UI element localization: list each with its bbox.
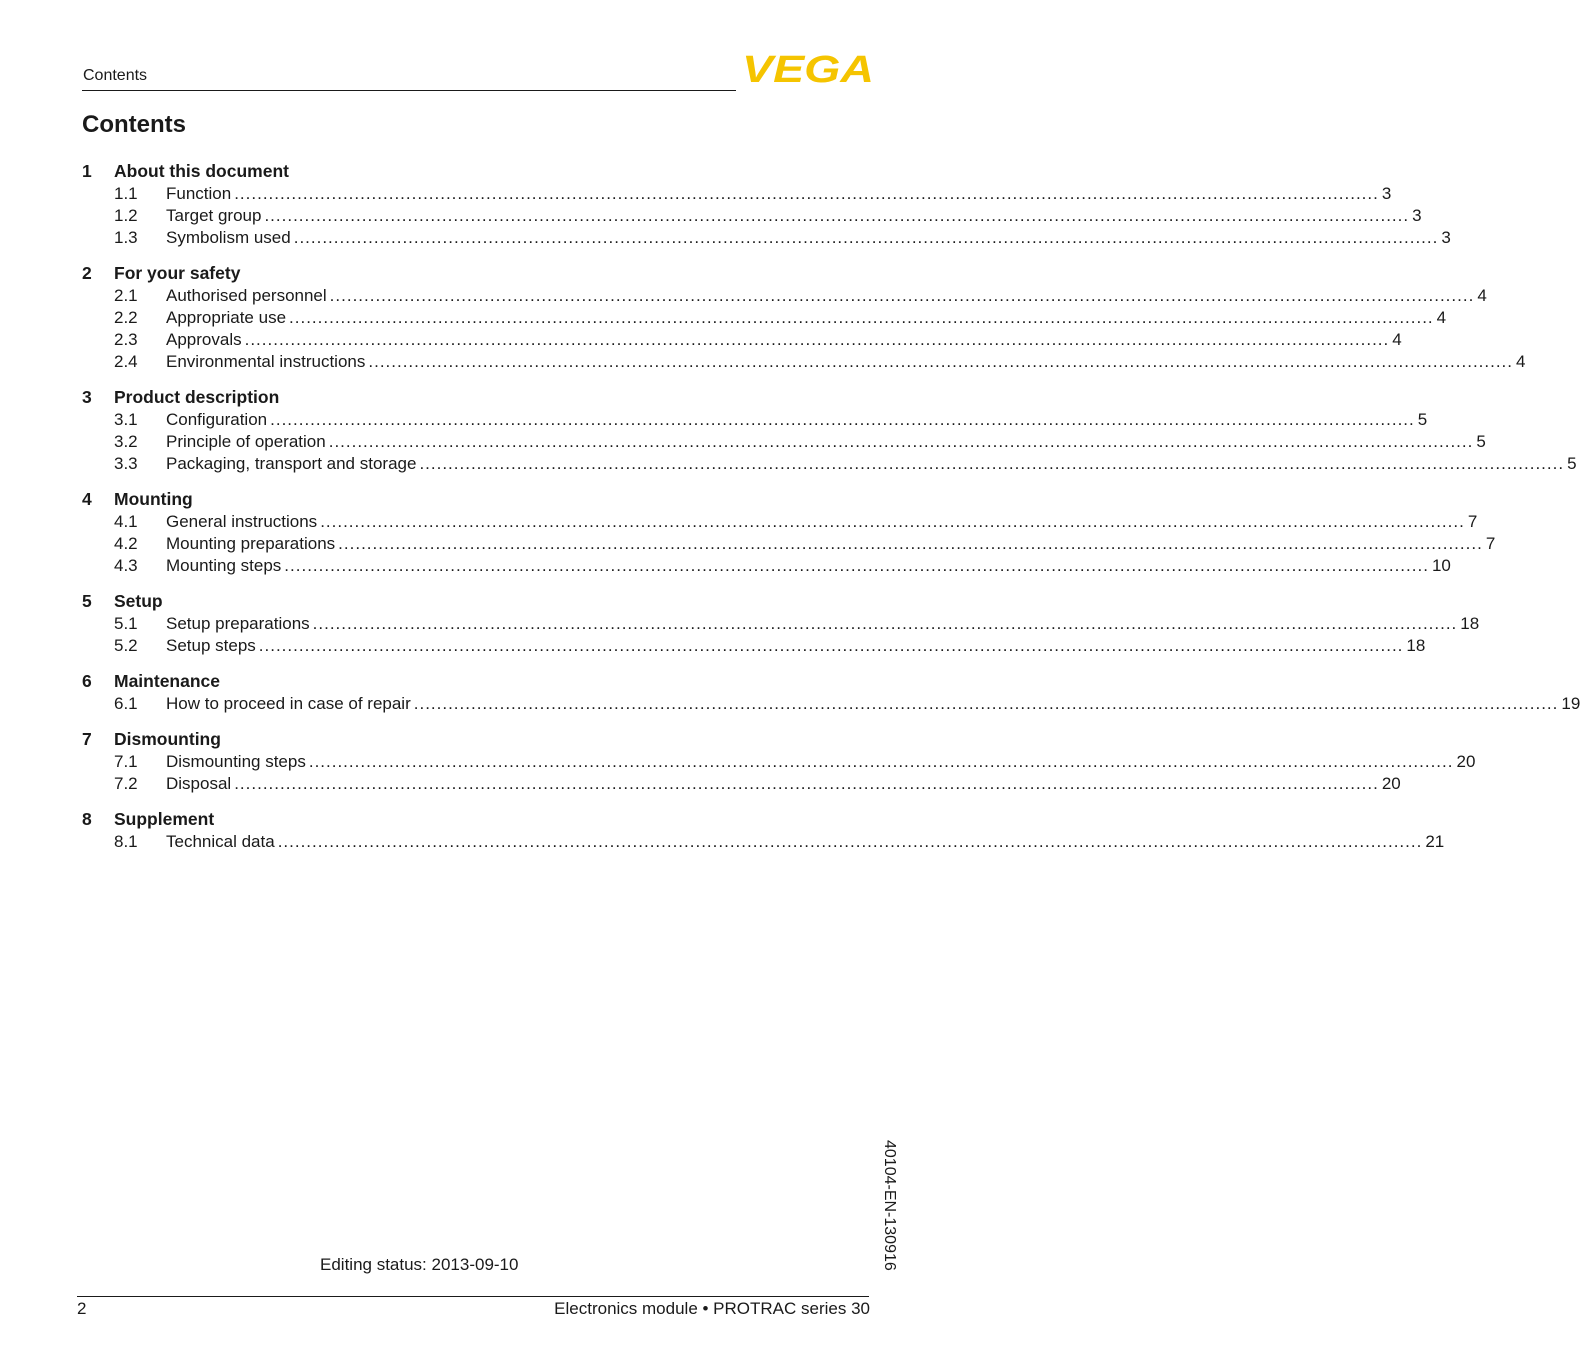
toc-entry-page: 3 [1381,184,1392,203]
toc-entry-title: Symbolism used [166,228,291,247]
toc-entry-page: 21 [1425,832,1445,851]
toc-leader-dots: ........................................................................................................................................................................................................ [419,454,1565,473]
toc-section-number: 1 [82,160,92,181]
toc-entry[interactable] [82,286,1487,308]
toc-leader-dots: ........................................................................................................................................................................................................ [244,330,1390,349]
toc-entry[interactable] [82,534,1496,556]
toc-entry[interactable] [82,636,1426,658]
toc-entry-page: 5 [1417,410,1428,429]
toc-entry[interactable] [82,752,1476,774]
toc-section-title: Dismounting [114,728,221,749]
toc-entry-page: 7 [1467,512,1478,531]
toc-entry-title: Disposal [166,774,232,793]
toc-entry-page: 4 [1477,286,1487,305]
toc-entry[interactable] [82,352,1526,374]
toc-entry-page: 20 [1456,752,1476,771]
toc-section-heading[interactable] [82,158,875,184]
toc-entry-page: 20 [1381,774,1401,793]
toc-section-title: About this document [114,160,289,181]
toc-section-number: 6 [82,670,92,691]
vega-logo-text: VEGA [742,49,874,91]
toc-leader-dots: ........................................................................................................................................................................................................ [293,228,1439,247]
toc-section [82,668,1580,716]
toc-section-title: Supplement [114,808,215,829]
toc-leader-dots: ........................................................................................................................................................................................................ [289,308,1434,327]
header-rule [82,90,736,91]
toc-leader-dots: ........................................................................................................................................................................................................ [413,694,1559,713]
toc-section-number: 2 [82,262,92,283]
toc-leader-dots: ........................................................................................................................................................................................................ [328,432,1474,451]
editing-status: Editing status: 2013-09-10 [320,1255,519,1274]
toc-entry-page: 3 [1412,206,1422,225]
toc-leader-dots: ........................................................................................................................................................................................................ [329,286,1475,305]
toc-leader-dots: ........................................................................................................................................................................................................ [284,556,1429,575]
toc-entry-page: 7 [1485,534,1496,553]
table-of-contents [82,158,1580,864]
toc-section-heading[interactable] [82,384,875,410]
toc-entry-page: 18 [1406,636,1426,655]
toc-entry-title: Setup preparations [166,614,310,633]
toc-leader-dots: ........................................................................................................................................................................................................ [277,832,1423,851]
toc-section [82,384,1577,476]
toc-entry-title: Dismounting steps [166,752,306,771]
toc-entry-title: How to proceed in case of repair [166,694,411,713]
toc-entry[interactable] [82,832,1445,854]
toc-section-heading[interactable] [82,588,875,614]
toc-entry-number: 5.1 [114,614,138,633]
toc-section-heading[interactable] [82,668,875,694]
toc-entry[interactable] [82,694,1580,716]
toc-section-title: For your safety [114,262,241,283]
vega-logo [742,49,874,91]
toc-entry-title: Mounting preparations [166,534,336,553]
toc-entry-title: Approvals [166,330,242,349]
toc-section-heading[interactable] [82,806,875,832]
toc-entry-number: 5.2 [114,636,138,655]
toc-entry-title: Function [166,184,232,203]
toc-entry-number: 1.2 [114,206,138,225]
toc-entry-title: Packaging, transport and storage [166,454,417,473]
toc-entry-number: 4.3 [114,556,138,575]
toc-entry-title: Environmental instructions [166,352,366,371]
toc-section-title: Mounting [114,488,193,509]
toc-entry-title: Mounting steps [166,556,282,575]
toc-entry-number: 4.2 [114,534,138,553]
toc-section-heading[interactable] [82,486,875,512]
toc-leader-dots: ........................................................................................................................................................................................................ [308,752,1454,771]
toc-entry-number: 3.2 [114,432,138,451]
toc-section-heading[interactable] [82,260,875,286]
toc-entry[interactable] [82,330,1402,352]
toc-section [82,588,1480,658]
toc-entry-number: 3.1 [114,410,138,429]
toc-entry[interactable] [82,556,1451,578]
toc-entry-number: 2.3 [114,330,138,349]
toc-entry-number: 2.4 [114,352,138,371]
toc-entry-number: 7.2 [114,774,138,793]
toc-section-number: 7 [82,728,92,749]
toc-entry-number: 2.2 [114,308,138,327]
toc-entry[interactable] [82,228,1451,250]
toc-entry-page: 18 [1460,614,1480,633]
toc-leader-dots: ........................................................................................................................................................................................................ [312,614,1458,633]
toc-entry-page: 4 [1436,308,1447,327]
toc-entry-number: 1.1 [114,184,138,203]
toc-entry[interactable] [82,614,1480,636]
toc-section [82,806,1445,854]
toc-section-title: Maintenance [114,670,220,691]
toc-section-number: 3 [82,386,92,407]
toc-entry-number: 8.1 [114,832,138,851]
toc-entry-number: 3.3 [114,454,138,473]
toc-entry-page: 4 [1392,330,1402,349]
toc-leader-dots: ........................................................................................................................................................................................................ [258,636,1404,655]
toc-section-number: 8 [82,808,92,829]
toc-entry[interactable] [82,432,1486,454]
toc-entry-title: Technical data [166,832,275,851]
toc-entry-title: Appropriate use [166,308,287,327]
toc-leader-dots: ........................................................................................................................................................................................................ [320,512,1465,531]
toc-leader-dots: ........................................................................................................................................................................................................ [270,410,1415,429]
toc-entry-number: 2.1 [114,286,138,305]
toc-entry[interactable] [82,184,1392,206]
toc-entry-page: 5 [1476,432,1486,451]
toc-leader-dots: ........................................................................................................................................................................................................ [234,184,1379,203]
toc-entry-page: 19 [1561,694,1580,713]
toc-entry-number: 6.1 [114,694,138,713]
page-title: Contents [82,111,186,138]
toc-entry-number: 4.1 [114,512,138,531]
toc-entry[interactable] [82,454,1577,476]
toc-section-number: 5 [82,590,92,611]
toc-section [82,726,1476,796]
toc-entry-title: Setup steps [166,636,256,655]
toc-leader-dots: ........................................................................................................................................................................................................ [234,774,1379,793]
toc-entry-page: 10 [1431,556,1451,575]
footer-product-name: Electronics module • PROTRAC series 30 [554,1299,870,1318]
running-header: Contents [83,67,148,84]
toc-section [82,486,1496,578]
toc-section-heading[interactable] [82,726,875,752]
toc-leader-dots: ........................................................................................................................................................................................................ [264,206,1410,225]
footer-rule [77,1296,869,1297]
toc-entry-title: Authorised personnel [166,286,327,305]
toc-entry[interactable] [82,512,1478,534]
toc-entry-title: Principle of operation [166,432,326,451]
toc-section-title: Product description [114,386,280,407]
toc-section-title: Setup [114,590,163,611]
toc-section [82,260,1526,374]
toc-entry-page: 4 [1516,352,1526,371]
toc-entry[interactable] [82,410,1428,432]
toc-entry[interactable] [82,308,1447,330]
document-code: 40104-EN-130916 [881,1140,898,1271]
toc-leader-dots: ........................................................................................................................................................................................................ [338,534,1483,553]
toc-entry-title: General instructions [166,512,318,531]
toc-entry[interactable] [82,774,1401,796]
toc-entry-title: Target group [166,206,262,225]
toc-entry[interactable] [82,206,1422,228]
page-number: 2 [77,1299,87,1318]
toc-entry-title: Configuration [166,410,268,429]
toc-entry-page: 5 [1567,454,1577,473]
toc-entry-number: 7.1 [114,752,138,771]
toc-entry-number: 1.3 [114,228,138,247]
toc-section-number: 4 [82,488,92,509]
toc-section [82,158,1451,250]
toc-entry-page: 3 [1441,228,1451,247]
toc-leader-dots: ........................................................................................................................................................................................................ [368,352,1514,371]
